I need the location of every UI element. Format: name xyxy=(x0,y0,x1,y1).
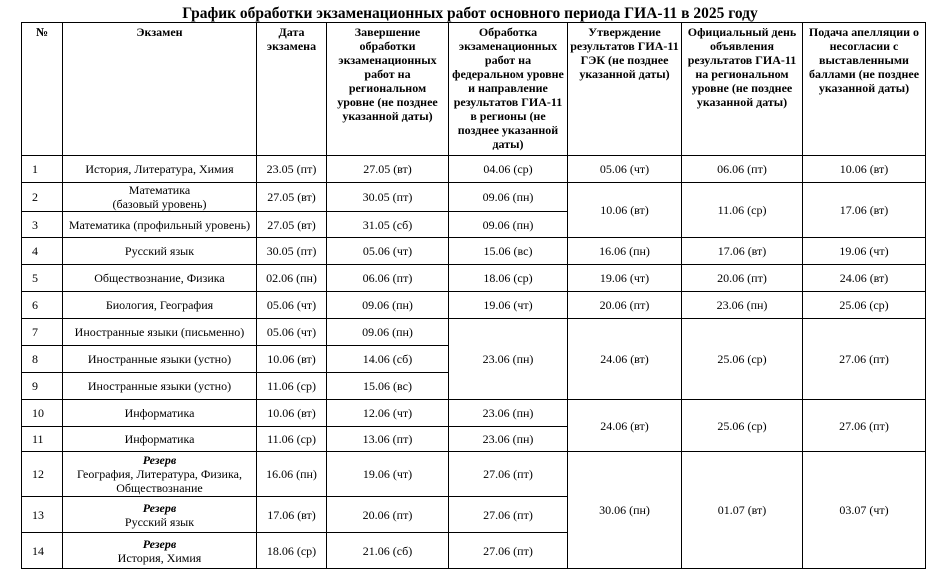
gek-date: 10.06 (вт) xyxy=(568,183,682,238)
official-date: 20.06 (пт) xyxy=(682,265,803,292)
exam-date: 05.06 (чт) xyxy=(257,319,327,346)
exam-date: 18.06 (ср) xyxy=(257,533,327,569)
exam-name-line: Математика xyxy=(128,183,191,197)
official-date: 01.07 (вт) xyxy=(682,452,803,569)
exam-name: Обществознание, Физика xyxy=(63,265,257,292)
exam-name: История, Литература, Химия xyxy=(63,156,257,183)
table-row xyxy=(22,156,926,183)
row-number: 5 xyxy=(22,265,63,292)
federal-date: 27.06 (пт) xyxy=(449,533,568,569)
row-number: 3 xyxy=(22,212,63,238)
header-num: № xyxy=(22,23,63,156)
federal-date: 09.06 (пн) xyxy=(449,212,568,238)
federal-date: 15.06 (вс) xyxy=(449,238,568,265)
federal-date: 09.06 (пн) xyxy=(449,183,568,212)
row-number: 4 xyxy=(22,238,63,265)
header-regional: Завершение обработки экзаменационных работ на региональном уровне (не позднее указанной даты) xyxy=(327,23,449,156)
regional-date: 12.06 (чт) xyxy=(327,400,449,427)
row-number: 8 xyxy=(22,346,63,373)
exam-date: 27.05 (вт) xyxy=(257,183,327,212)
document-title: График обработки экзаменационных работ основного периода ГИА-11 в 2025 году xyxy=(182,5,758,22)
exam-name-line: (базовый уровень) xyxy=(112,197,207,211)
exam-date: 11.06 (ср) xyxy=(257,373,327,400)
official-date: 23.06 (пн) xyxy=(682,292,803,319)
official-date: 06.06 (пт) xyxy=(682,156,803,183)
exam-name: Иностранные языки (письменно) xyxy=(63,319,257,346)
appeal-date: 27.06 (пт) xyxy=(803,400,926,452)
header-row xyxy=(22,23,926,156)
regional-date: 06.06 (пт) xyxy=(327,265,449,292)
federal-date: 27.06 (пт) xyxy=(449,452,568,497)
appeal-date: 27.06 (пт) xyxy=(803,319,926,400)
exam-schedule-table xyxy=(21,22,926,569)
table-row xyxy=(22,265,926,292)
gek-date: 30.06 (пн) xyxy=(568,452,682,569)
exam-date: 10.06 (вт) xyxy=(257,400,327,427)
federal-date: 27.06 (пт) xyxy=(449,497,568,533)
appeal-date: 25.06 (ср) xyxy=(803,292,926,319)
regional-date: 14.06 (сб) xyxy=(327,346,449,373)
official-date: 25.06 (ср) xyxy=(682,400,803,452)
exam-date: 17.06 (вт) xyxy=(257,497,327,533)
exam-name: Информатика xyxy=(63,427,257,452)
reserve-label: Резерв xyxy=(142,500,177,515)
exam-name xyxy=(63,452,257,497)
gek-date: 24.06 (вт) xyxy=(568,400,682,452)
row-number: 7 xyxy=(22,319,63,346)
regional-date: 13.06 (пт) xyxy=(327,427,449,452)
header-exam: Экзамен xyxy=(63,23,257,156)
exam-date: 11.06 (ср) xyxy=(257,427,327,452)
appeal-date: 19.06 (чт) xyxy=(803,238,926,265)
federal-date: 04.06 (ср) xyxy=(449,156,568,183)
table-row xyxy=(22,452,926,497)
table-row xyxy=(22,319,926,346)
regional-date: 21.06 (сб) xyxy=(327,533,449,569)
exam-name-line: Обществознание xyxy=(116,481,203,495)
row-number: 2 xyxy=(22,183,63,212)
regional-date: 27.05 (вт) xyxy=(327,156,449,183)
table-row xyxy=(22,183,926,212)
exam-name: Информатика xyxy=(63,400,257,427)
header-gek: Утверждение результатов ГИА-11 ГЭК (не позднее указанной даты) xyxy=(568,23,682,156)
regional-date: 09.06 (пн) xyxy=(327,319,449,346)
gek-date: 24.06 (вт) xyxy=(568,319,682,400)
header-appeal: Подача апелляции о несогласии с выставленными баллами (не позднее указанной даты) xyxy=(803,23,926,156)
exam-date: 02.06 (пн) xyxy=(257,265,327,292)
exam-date: 16.06 (пн) xyxy=(257,452,327,497)
federal-date: 23.06 (пн) xyxy=(449,427,568,452)
regional-date: 20.06 (пт) xyxy=(327,497,449,533)
gek-date: 20.06 (пт) xyxy=(568,292,682,319)
exam-name: Биология, География xyxy=(63,292,257,319)
table-row xyxy=(22,238,926,265)
exam-name-line: Русский язык xyxy=(124,514,195,529)
gek-date: 19.06 (чт) xyxy=(568,265,682,292)
row-number: 10 xyxy=(22,400,63,427)
regional-date: 15.06 (вс) xyxy=(327,373,449,400)
row-number: 14 xyxy=(22,533,63,569)
appeal-date: 24.06 (вт) xyxy=(803,265,926,292)
exam-name: Русский язык xyxy=(63,238,257,265)
reserve-label: Резерв xyxy=(142,536,177,551)
exam-name: Иностранные языки (устно) xyxy=(63,346,257,373)
appeal-date: 17.06 (вт) xyxy=(803,183,926,238)
row-number: 6 xyxy=(22,292,63,319)
table-row xyxy=(22,400,926,427)
header-federal: Обработка экзаменационных работ на федеральном уровне и направление результатов ГИА-11 в регионы (не позднее указанной даты) xyxy=(449,23,568,156)
regional-date: 09.06 (пн) xyxy=(327,292,449,319)
row-number: 12 xyxy=(22,452,63,497)
regional-date: 31.05 (сб) xyxy=(327,212,449,238)
header-date: Дата экзамена xyxy=(257,23,327,156)
official-date: 17.06 (вт) xyxy=(682,238,803,265)
exam-date: 10.06 (вт) xyxy=(257,346,327,373)
gek-date: 05.06 (чт) xyxy=(568,156,682,183)
exam-name xyxy=(63,183,257,212)
federal-date: 23.06 (пн) xyxy=(449,319,568,400)
regional-date: 30.05 (пт) xyxy=(327,183,449,212)
exam-name-line: История, Химия xyxy=(117,550,202,565)
gek-date: 16.06 (пн) xyxy=(568,238,682,265)
reserve-label: Резерв xyxy=(142,453,177,467)
row-number: 13 xyxy=(22,497,63,533)
federal-date: 23.06 (пн) xyxy=(449,400,568,427)
exam-name xyxy=(63,533,257,569)
exam-name xyxy=(63,497,257,533)
federal-date: 19.06 (чт) xyxy=(449,292,568,319)
exam-date: 30.05 (пт) xyxy=(257,238,327,265)
header-official: Официальный день объявления результатов ГИА-11 на региональном уровне (не позднее указанной даты) xyxy=(682,23,803,156)
exam-name: Иностранные языки (устно) xyxy=(63,373,257,400)
table-row xyxy=(22,292,926,319)
exam-date: 05.06 (чт) xyxy=(257,292,327,319)
exam-name-line: География, Литература, Физика, xyxy=(77,467,242,481)
row-number: 1 xyxy=(22,156,63,183)
row-number: 11 xyxy=(22,427,63,452)
exam-date: 27.05 (вт) xyxy=(257,212,327,238)
official-date: 11.06 (ср) xyxy=(682,183,803,238)
federal-date: 18.06 (ср) xyxy=(449,265,568,292)
regional-date: 05.06 (чт) xyxy=(327,238,449,265)
row-number: 9 xyxy=(22,373,63,400)
exam-date: 23.05 (пт) xyxy=(257,156,327,183)
appeal-date: 03.07 (чт) xyxy=(803,452,926,569)
appeal-date: 10.06 (вт) xyxy=(803,156,926,183)
official-date: 25.06 (ср) xyxy=(682,319,803,400)
regional-date: 19.06 (чт) xyxy=(327,452,449,497)
exam-name: Математика (профильный уровень) xyxy=(63,212,257,238)
